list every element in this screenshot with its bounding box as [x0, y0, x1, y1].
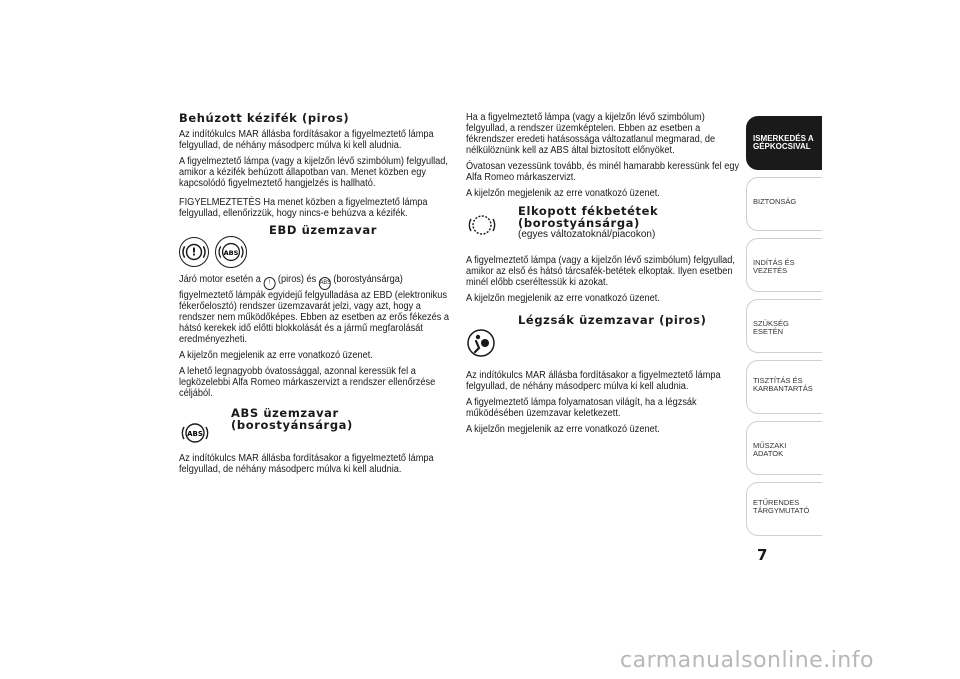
section-parking-brake: [179, 112, 451, 219]
ebd-header: [179, 224, 451, 274]
abs-icon: [215, 236, 247, 268]
section-subtitle: (egyes változatoknál/piacokon): [518, 229, 656, 240]
paragraph: A kijelzőn megjelenik az erre vonatkozó üzenet.: [466, 293, 660, 304]
text-fragment: (borostyánsárga) figyelmeztető lámpák egyidejű felgyulladása az EBD (elektronikus fékerőelosztó) rendszer üzemzavarát jelzi, vagy azt, hogy a rendszer nem működőképes. Ebben az esetben az erős fékezés a hátsó kerekek idő előtti blokkolását és a jármű megfarolását eredményezheti.: [179, 274, 450, 345]
abs-title-block: [231, 407, 353, 436]
paragraph: A kijelzőn megjelenik az erre vonatkozó üzenet.: [466, 424, 660, 435]
tab-muszaki[interactable]: [746, 421, 822, 475]
brake-pad-icon: [466, 209, 498, 241]
text-fragment: Járó motor esetén a: [179, 274, 261, 285]
paragraph: A kijelzőn megjelenik az erre vonatkozó üzenet.: [179, 350, 373, 361]
section-title: (borostyánsárga): [518, 216, 640, 230]
abs-header: [179, 407, 451, 449]
brake-warning-inline-icon: !: [263, 277, 275, 290]
abs-inline-icon: ABS: [319, 277, 331, 290]
tab-label: KARBANTARTÁS: [753, 384, 813, 393]
section-title: Behúzott kézifék (piros): [179, 111, 350, 125]
paragraph: Az indítókulcs MAR állásba fordításakor a figyelmeztető lámpa felgyullad, de néhány másodperc múlva ki kell aludnia.: [179, 453, 434, 475]
tab-label: MŰSZAKI ADATOK: [753, 441, 787, 458]
tab-label: BIZTONSÁG: [753, 197, 797, 206]
section-brake-pads: [466, 205, 742, 304]
tab-targymutato[interactable]: [746, 482, 822, 536]
section-title: ABS üzemzavar: [231, 406, 339, 420]
paragraph: A lehető legnagyobb óvatossággal, azonnal keressük fel a legközelebbi Alfa Romeo márkaszervizt a rendszer ellenőrzése céljából.: [179, 366, 436, 399]
section-title: Elkopott fékbetétek: [518, 204, 659, 218]
paragraph: A figyelmeztető lámpa (vagy a kijelzőn lévő szimbólum) felgyullad, amikor az első és hátsó tárcsafék-betétek elkoptak. Ilyen esetben minél előbb cseréltessük ki azokat.: [466, 255, 735, 288]
brake-pads-title-block: [518, 205, 658, 240]
tab-inditas[interactable]: [746, 238, 822, 292]
brake-pads-header: [466, 205, 742, 241]
tab-tisztitas[interactable]: [746, 360, 822, 414]
chapter-tabs: [746, 116, 822, 543]
paragraph: A figyelmeztető lámpa (vagy a kijelzőn lévő szimbólum) felgyullad, amikor a kézifék behúzott állapotban van. Menet közben egy kapcsolódó figyelmeztető hangjelzés is hallható.: [179, 156, 448, 189]
tab-label: ETŰRENDES: [753, 498, 800, 507]
section-ebd: [179, 224, 451, 399]
section-title: (borostyánsárga): [231, 418, 353, 432]
paragraph: A figyelmeztető lámpa folyamatosan világít, ha a légzsák működésében üzemzavar keletkezett.: [466, 397, 697, 419]
ebd-icons: [179, 236, 247, 268]
paragraph: [179, 274, 449, 345]
abs-label-text: ABS: [187, 430, 203, 438]
airbag-header: [466, 314, 742, 358]
paragraph: Az indítókulcs MAR állásba fordításakor a figyelmeztető lámpa felgyullad, de néhány másodperc múlva ki kell aludnia.: [466, 370, 721, 392]
page-number: 7: [757, 546, 768, 564]
paragraph: A kijelzőn megjelenik az erre vonatkozó üzenet.: [466, 188, 660, 199]
tab-label: GÉPKOCSIVAL: [753, 142, 811, 151]
tab-label: TÁRGYMUTATÓ: [753, 506, 810, 515]
watermark: carmanualsonline.info: [620, 648, 874, 673]
text-fragment: (piros) és: [277, 274, 317, 285]
section-title: EBD üzemzavar: [269, 223, 378, 237]
section-title: Légzsák üzemzavar (piros): [518, 313, 707, 327]
tab-label: ISMERKEDÉS A: [753, 134, 814, 143]
tab-ismerkedes[interactable]: [746, 116, 822, 170]
brake-warning-icon: [179, 237, 209, 267]
paragraph: FIGYELMEZTETÉS Ha menet közben a figyelmeztető lámpa felgyullad, ellenőrizzük, hogy nincs-e behúzva a kézifék.: [179, 197, 428, 219]
paragraph: Az indítókulcs MAR állásba fordításakor a figyelmeztető lámpa felgyullad, de néhány másodperc múlva ki kell aludnia.: [179, 129, 434, 151]
paragraph: Óvatosan vezessünk tovább, és minél hamarabb keressünk fel egy Alfa Romeo márkaszervizt.: [466, 161, 740, 183]
section-abs: [179, 407, 451, 475]
brake-symbol-text: !: [191, 246, 197, 259]
abs-icon: [179, 417, 211, 449]
tab-szukseg[interactable]: [746, 299, 822, 353]
paragraph: Ha a figyelmeztető lámpa (vagy a kijelzőn lévő szimbólum) felgyullad, a rendszer üzemképtelen. Ebben az esetben a fékrendszer eredeti hatásossága változatlanul megmarad, de nélkülöznünk kell az ABS által biztosított előnyöket.: [466, 112, 716, 156]
airbag-icon: [466, 328, 496, 358]
abs-label-text: ABS: [223, 248, 239, 257]
section-airbag: [466, 314, 742, 435]
tab-label: SZÜKSÉG ESETÉN: [753, 319, 789, 336]
left-column: [179, 112, 451, 480]
tab-label: INDÍTÁS ÉS VEZETÉS: [753, 258, 795, 275]
right-column: [466, 112, 742, 440]
tab-label: TISZTÍTÁS ÉS: [753, 376, 803, 385]
tab-biztonsag[interactable]: [746, 177, 822, 231]
